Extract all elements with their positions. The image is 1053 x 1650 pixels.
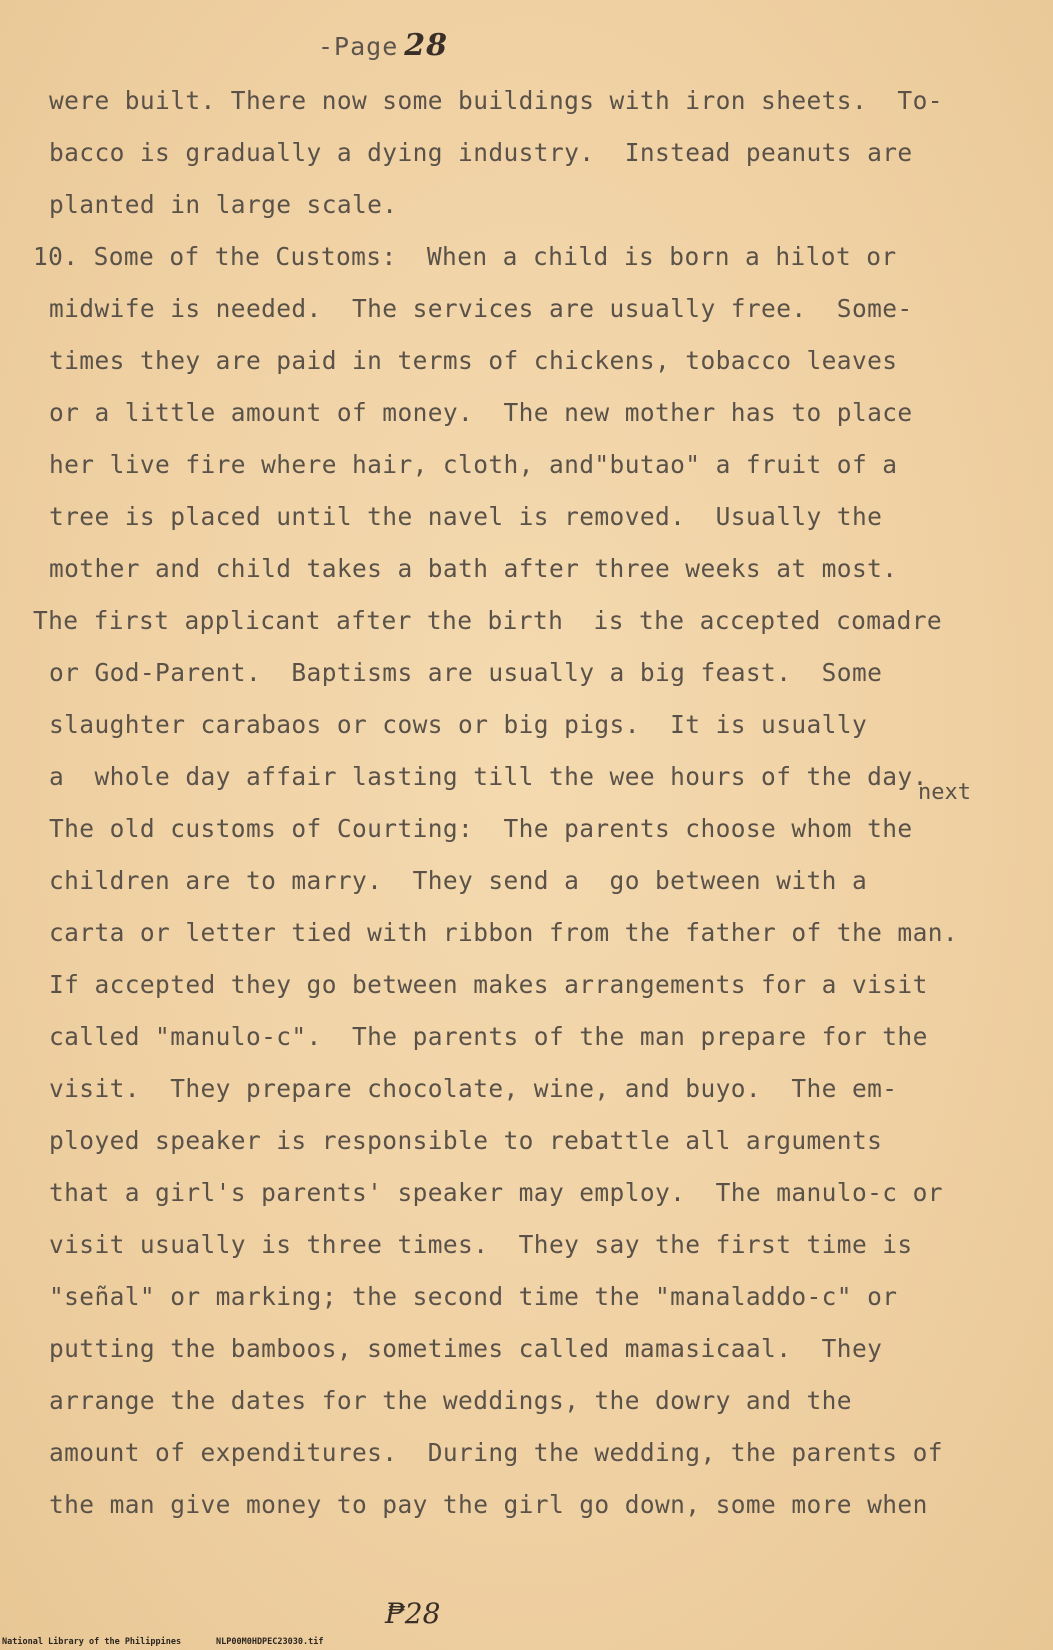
text-line-19: called "manulo-c". The parents of the man prepare for the [49, 1022, 928, 1051]
text-line-2: bacco is gradually a dying industry. Instead peanuts are [49, 138, 913, 167]
text-line-3: planted in large scale. [49, 190, 398, 219]
page-label: -Page [318, 32, 399, 61]
text-line-13: slaughter carabaos or cows or big pigs. It is usually [49, 710, 868, 739]
handwritten-bottom-mark: ₱28 [385, 1597, 441, 1630]
text-line-5: midwife is needed. The services are usually free. Some- [49, 294, 913, 323]
text-line-16: children are to marry. They send a go between with a [49, 866, 868, 895]
text-line-26: arrange the dates for the weddings, the dowry and the [49, 1386, 852, 1415]
footer-library: National Library of the Philippines [2, 1637, 182, 1647]
text-line-6: times they are paid in terms of chickens, tobacco leaves [49, 346, 898, 375]
text-line-18: If accepted they go between makes arrangements for a visit [49, 970, 928, 999]
text-line-24: "señal" or marking; the second time the "manaladdo-c" or [49, 1282, 898, 1311]
footer-filename: NLP00M0HDPEC23030.tif [216, 1637, 324, 1647]
text-line-27: amount of expenditures. During the wedding, the parents of [49, 1438, 943, 1467]
text-line-4: 10. Some of the Customs: When a child is born a hilot or [33, 242, 897, 271]
text-line-12: or God-Parent. Baptisms are usually a big feast. Some [49, 658, 883, 687]
text-line-11: The first applicant after the birth is the accepted comadre [33, 606, 943, 635]
text-line-9: tree is placed until the navel is removed. Usually the [49, 502, 883, 531]
text-line-23: visit usually is three times. They say the first time is [49, 1230, 913, 1259]
text-line-21: ployed speaker is responsible to rebattle all arguments [49, 1126, 883, 1155]
text-line-10: mother and child takes a bath after three weeks at most. [49, 554, 898, 583]
text-line-17: carta or letter tied with ribbon from the father of the man. [49, 918, 959, 947]
text-line-15: The old customs of Courting: The parents choose whom the [49, 814, 913, 843]
text-line-22: that a girl's parents' speaker may employ. The manulo-c or [49, 1178, 943, 1207]
page-header [318, 28, 448, 63]
text-line-1: were built. There now some buildings with iron sheets. To- [49, 86, 943, 115]
text-line-25: putting the bamboos, sometimes called mamasicaal. They [49, 1334, 883, 1363]
text-line-8: her live fire where hair, cloth, and"butao" a fruit of a [49, 450, 898, 479]
page-number: 28 [404, 28, 449, 63]
text-line-28: the man give money to pay the girl go down, some more when [49, 1490, 928, 1519]
text-line-7: or a little amount of money. The new mother has to place [49, 398, 913, 427]
text-line-14: a whole day affair lasting till the wee hours of the day. [49, 762, 928, 791]
text-line-20: visit. They prepare chocolate, wine, and buyo. The em- [49, 1074, 898, 1103]
handwritten-insertion: next [918, 780, 971, 805]
